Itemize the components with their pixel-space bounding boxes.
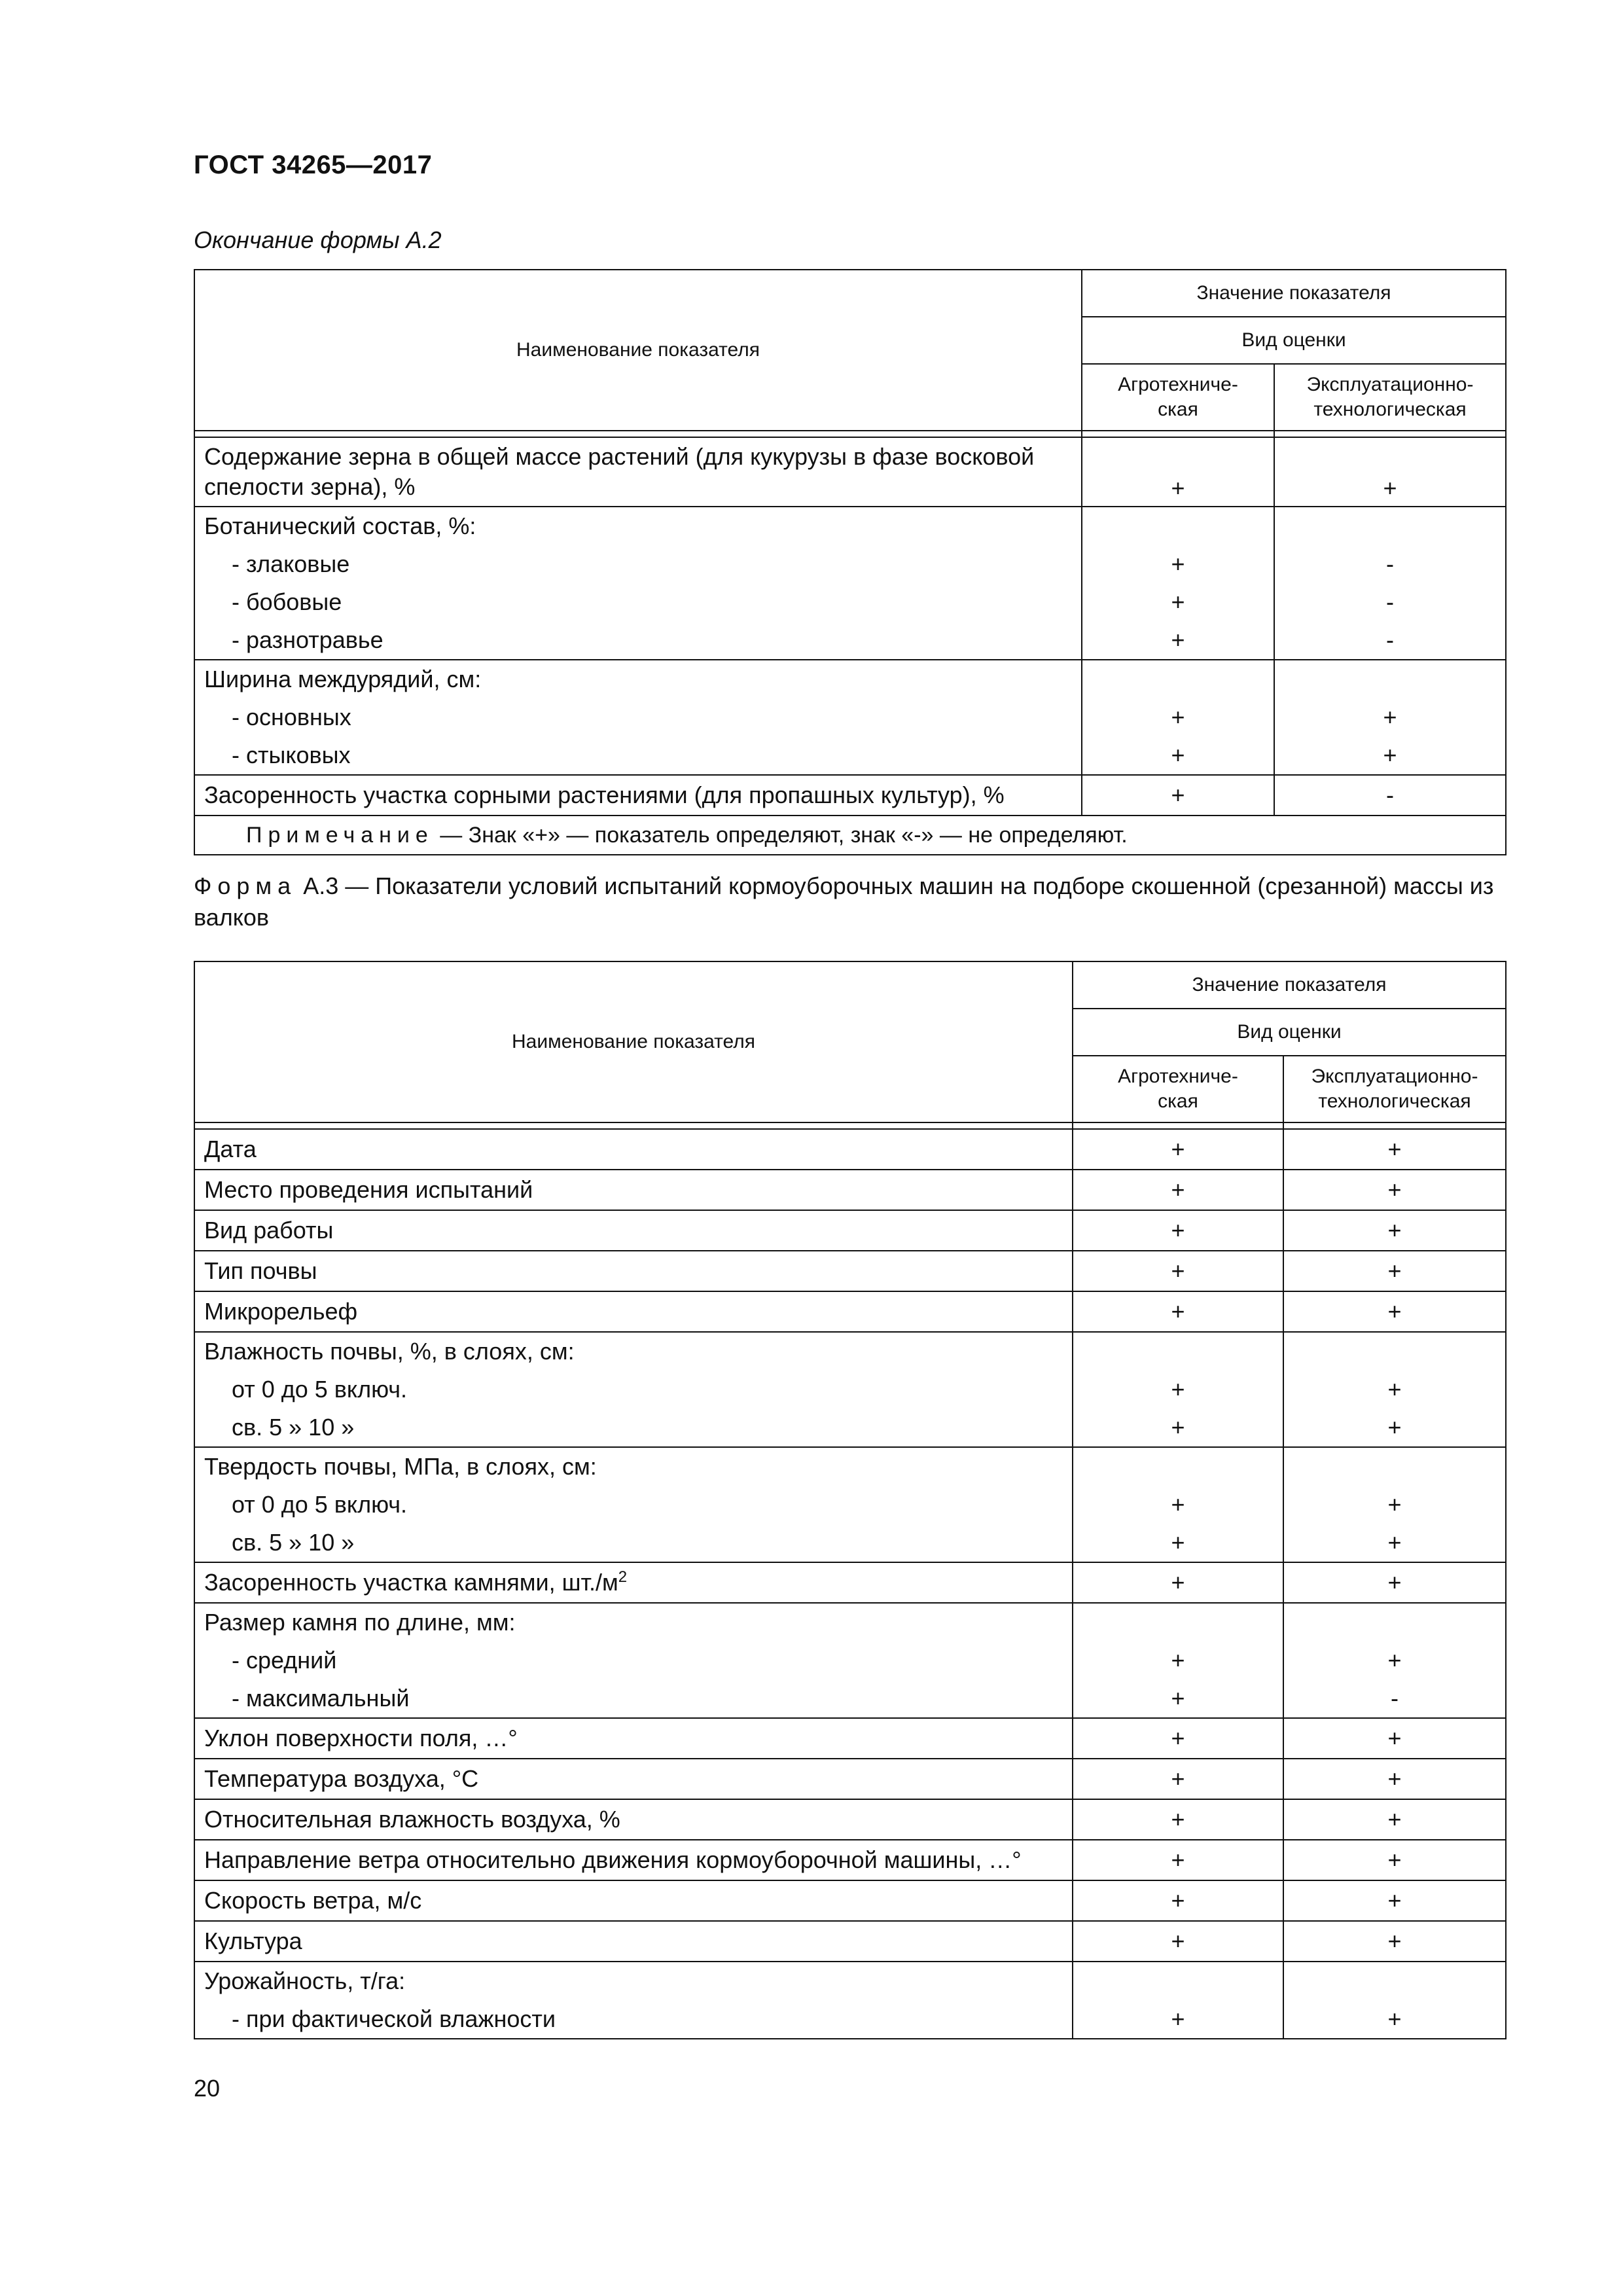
sub-indicator-name: - максимальный — [232, 1685, 410, 1712]
form-a2-caption: Окончание формы А.2 — [194, 226, 442, 253]
spacer — [1082, 507, 1274, 545]
sub-indicator-name: - злаковые — [232, 550, 350, 577]
header-name: Наименование показателя — [512, 1031, 755, 1052]
exploit-value-cell — [1283, 1129, 1506, 1170]
agrotech-value-cell — [1082, 775, 1274, 816]
sub-indicator-name: - разнотравье — [232, 626, 383, 653]
agrotech-value-cell — [1073, 1170, 1283, 1210]
exploit-value-cell — [1283, 1921, 1506, 1962]
table-row — [194, 1921, 1506, 1962]
agrotech-mark: + — [1171, 1529, 1185, 1556]
header-type-cell — [1082, 317, 1506, 364]
indicator-name-cell — [194, 1921, 1073, 1962]
page-number: 20 — [194, 2075, 221, 2102]
indicator-name-cell — [194, 437, 1082, 507]
header-col2: Эксплуатационно- технологическая — [1311, 1066, 1478, 1112]
note-cell — [194, 816, 1506, 855]
exploit-mark: + — [1387, 1806, 1402, 1833]
indicator-name: Направление ветра относительно движения кормоуборочной машины, …° — [204, 1846, 1022, 1873]
indicator-name: Относительная влажность воздуха, % — [204, 1806, 620, 1833]
exploit-mark: + — [1387, 1928, 1402, 1954]
table-row — [194, 1332, 1506, 1447]
agrotech-mark: + — [1171, 1298, 1185, 1325]
indicator-name-cell — [194, 1962, 1073, 2039]
agrotech-mark: + — [1171, 704, 1185, 730]
exploit-mark: + — [1387, 2005, 1402, 2032]
spacer — [1284, 1448, 1505, 1486]
form-a2-table — [194, 269, 1507, 855]
exploit-mark: + — [1387, 1376, 1402, 1403]
indicator-name-cell — [194, 1210, 1073, 1251]
exploit-mark: - — [1386, 626, 1394, 653]
table-row — [194, 1562, 1506, 1603]
spacer — [1082, 660, 1274, 698]
exploit-value-cell — [1283, 1291, 1506, 1332]
agrotech-value-cell — [1073, 1921, 1283, 1962]
exploit-value-cell — [1283, 1759, 1506, 1799]
agrotech-mark: + — [1171, 1685, 1185, 1712]
agrotech-value-cell — [1082, 660, 1274, 775]
exploit-mark: + — [1383, 704, 1397, 730]
table-row — [194, 1447, 1506, 1562]
header-col-agrotech — [1082, 364, 1274, 431]
agrotech-mark: + — [1171, 2005, 1185, 2032]
form-a3-table — [194, 961, 1507, 2039]
header-separator — [194, 1122, 1506, 1129]
agrotech-mark: + — [1171, 1725, 1185, 1751]
indicator-name-cell — [194, 1718, 1073, 1759]
exploit-mark: + — [1387, 1257, 1402, 1284]
indicator-name: Ботанический состав, %: — [204, 512, 476, 539]
agrotech-mark: + — [1171, 1491, 1185, 1518]
exploit-mark: + — [1387, 1765, 1402, 1792]
table-row — [194, 660, 1506, 775]
spacer — [1073, 1448, 1283, 1486]
exploit-mark: - — [1386, 588, 1394, 615]
agrotech-mark: + — [1171, 1887, 1185, 1914]
exploit-mark: + — [1387, 1529, 1402, 1556]
indicator-name-cell — [194, 1603, 1073, 1718]
sub-indicator-name: св. 5 » 10 » — [232, 1529, 355, 1556]
exploit-value-cell — [1283, 1840, 1506, 1880]
table-row — [194, 775, 1506, 816]
agrotech-value-cell — [1073, 1880, 1283, 1921]
form-a3-caption — [194, 870, 1503, 933]
exploit-value-cell — [1283, 1718, 1506, 1759]
exploit-mark: + — [1387, 1569, 1402, 1596]
exploit-mark: + — [1387, 1846, 1402, 1873]
agrotech-value-cell — [1073, 1332, 1283, 1447]
agrotech-mark: + — [1171, 1376, 1185, 1403]
spacer — [1284, 1604, 1505, 1641]
exploit-mark: - — [1386, 781, 1394, 808]
exploit-value-cell — [1283, 1332, 1506, 1447]
agrotech-mark: + — [1171, 1806, 1185, 1833]
exploit-value-cell — [1283, 1447, 1506, 1562]
agrotech-mark: + — [1171, 1569, 1185, 1596]
agrotech-mark: + — [1171, 1647, 1185, 1674]
agrotech-value-cell — [1073, 1840, 1283, 1880]
table-row — [194, 1759, 1506, 1799]
sub-indicator-name: от 0 до 5 включ. — [232, 1376, 408, 1403]
exploit-mark: + — [1387, 1298, 1402, 1325]
indicator-name: Температура воздуха, °С — [204, 1765, 479, 1792]
agrotech-value-cell — [1073, 1251, 1283, 1291]
header-name: Наименование показателя — [516, 339, 760, 361]
header-value: Значение показателя — [1196, 282, 1391, 304]
table-row — [194, 1170, 1506, 1210]
exploit-value-cell — [1283, 1962, 1506, 2039]
header-type-cell — [1073, 1009, 1506, 1056]
agrotech-mark: + — [1171, 1765, 1185, 1792]
table-row — [194, 1880, 1506, 1921]
agrotech-value-cell — [1073, 1210, 1283, 1251]
spacer — [1284, 1333, 1505, 1371]
note-text: — Знак «+» — показатель определяют, знак «-» — не определяют. — [433, 822, 1128, 848]
exploit-value-cell — [1283, 1170, 1506, 1210]
indicator-name: Размер камня по длине, мм: — [204, 1609, 516, 1636]
exploit-mark: + — [1387, 1647, 1402, 1674]
separator-cell — [1274, 431, 1506, 437]
exploit-value-cell — [1274, 775, 1506, 816]
exploit-mark: + — [1387, 1136, 1402, 1162]
agrotech-value-cell — [1073, 1799, 1283, 1840]
indicator-name-cell — [194, 660, 1082, 775]
indicator-name: Засоренность участка камнями, шт./м — [204, 1569, 618, 1596]
table-row — [194, 1251, 1506, 1291]
separator-cell — [1073, 1122, 1283, 1129]
sub-indicator-name: - при фактической влажности — [232, 2005, 556, 2032]
indicator-name-cell — [194, 1170, 1073, 1210]
agrotech-mark: + — [1171, 1257, 1185, 1284]
exploit-mark: + — [1387, 1414, 1402, 1441]
header-separator — [194, 431, 1506, 437]
header-col-exploit — [1283, 1056, 1506, 1122]
sub-indicator-name: от 0 до 5 включ. — [232, 1491, 408, 1518]
table-row — [194, 1210, 1506, 1251]
indicator-name: Твердость почвы, МПа, в слоях, см: — [204, 1453, 597, 1480]
form-a3-caption-label: Форма — [194, 872, 297, 899]
agrotech-value-cell — [1082, 507, 1274, 660]
indicator-name-cell — [194, 1447, 1073, 1562]
table-row — [194, 1129, 1506, 1170]
agrotech-value-cell — [1073, 1759, 1283, 1799]
agrotech-value-cell — [1073, 1129, 1283, 1170]
indicator-name: Урожайность, т/га: — [204, 1967, 406, 1994]
separator-cell — [1082, 431, 1274, 437]
exploit-mark: + — [1387, 1176, 1402, 1203]
spacer — [1275, 660, 1505, 698]
sub-indicator-name: св. 5 » 10 » — [232, 1414, 355, 1441]
header-value-cell — [1073, 961, 1506, 1009]
exploit-mark: + — [1383, 475, 1397, 501]
agrotech-mark: + — [1171, 550, 1185, 577]
separator-cell — [194, 1122, 1073, 1129]
indicator-name: Тип почвы — [204, 1257, 317, 1284]
exploit-value-cell — [1283, 1603, 1506, 1718]
exploit-mark: - — [1386, 550, 1394, 577]
exploit-mark: + — [1387, 1491, 1402, 1518]
spacer — [1284, 1962, 1505, 2000]
indicator-name: Содержание зерна в общей массе растений (для кукурузы в фазе восковой спелости зерна), % — [204, 443, 1035, 500]
agrotech-value-cell — [1073, 1718, 1283, 1759]
header-type: Вид оценки — [1237, 1021, 1342, 1043]
indicator-name: Ширина междурядий, см: — [204, 666, 482, 692]
agrotech-mark: + — [1171, 1928, 1185, 1954]
header-row — [194, 270, 1506, 317]
indicator-name-cell — [194, 1291, 1073, 1332]
exploit-mark: - — [1391, 1685, 1399, 1712]
indicator-name: Микрорельеф — [204, 1298, 358, 1325]
indicator-name: Место проведения испытаний — [204, 1176, 533, 1203]
indicator-name: Скорость ветра, м/с — [204, 1887, 422, 1914]
agrotech-value-cell — [1073, 1291, 1283, 1332]
agrotech-mark: + — [1171, 1136, 1185, 1162]
table-row — [194, 1962, 1506, 2039]
exploit-value-cell — [1274, 437, 1506, 507]
indicator-name-cell — [194, 1759, 1073, 1799]
sub-indicator-name: - средний — [232, 1647, 337, 1674]
agrotech-mark: + — [1171, 1414, 1185, 1441]
indicator-name-cell — [194, 1129, 1073, 1170]
table-row — [194, 1718, 1506, 1759]
header-value: Значение показателя — [1192, 974, 1387, 996]
agrotech-value-cell — [1082, 437, 1274, 507]
note-row — [194, 816, 1506, 855]
header-name-cell — [194, 961, 1073, 1122]
agrotech-mark: + — [1171, 475, 1185, 501]
indicator-name: Дата — [204, 1136, 257, 1162]
header-col-agrotech — [1073, 1056, 1283, 1122]
table-row — [194, 507, 1506, 660]
exploit-mark: + — [1387, 1887, 1402, 1914]
indicator-name-cell — [194, 507, 1082, 660]
exploit-value-cell — [1283, 1880, 1506, 1921]
indicator-name: Уклон поверхности поля, …° — [204, 1725, 518, 1751]
table-row — [194, 1840, 1506, 1880]
unit-superscript: 2 — [618, 1568, 628, 1586]
indicator-name-cell — [194, 1332, 1073, 1447]
exploit-value-cell — [1283, 1562, 1506, 1603]
exploit-value-cell — [1274, 660, 1506, 775]
spacer — [1275, 507, 1505, 545]
header-col-exploit — [1274, 364, 1506, 431]
indicator-name: Вид работы — [204, 1217, 334, 1244]
separator-cell — [1283, 1122, 1506, 1129]
header-name-cell — [194, 270, 1082, 431]
exploit-value-cell — [1274, 507, 1506, 660]
agrotech-mark: + — [1171, 626, 1185, 653]
header-col1: Агротехниче- ская — [1118, 374, 1238, 420]
spacer — [1073, 1962, 1283, 2000]
header-value-cell — [1082, 270, 1506, 317]
indicator-name-cell — [194, 1880, 1073, 1921]
agrotech-mark: + — [1171, 781, 1185, 808]
agrotech-mark: + — [1171, 1217, 1185, 1244]
document-title: ГОСТ 34265—2017 — [194, 151, 433, 179]
agrotech-mark: + — [1171, 1846, 1185, 1873]
separator-cell — [194, 431, 1082, 437]
agrotech-value-cell — [1073, 1562, 1283, 1603]
exploit-mark: + — [1387, 1725, 1402, 1751]
exploit-value-cell — [1283, 1799, 1506, 1840]
table-row — [194, 1291, 1506, 1332]
agrotech-mark: + — [1171, 742, 1185, 768]
agrotech-mark: + — [1171, 588, 1185, 615]
agrotech-mark: + — [1171, 1176, 1185, 1203]
indicator-name-cell — [194, 1799, 1073, 1840]
agrotech-value-cell — [1073, 1603, 1283, 1718]
indicator-name-cell — [194, 1840, 1073, 1880]
table-row — [194, 1603, 1506, 1718]
indicator-name-cell — [194, 775, 1082, 816]
header-col2: Эксплуатационно- технологическая — [1306, 374, 1474, 420]
spacer — [1073, 1333, 1283, 1371]
indicator-name-cell — [194, 1251, 1073, 1291]
table-row — [194, 1799, 1506, 1840]
table-row — [194, 437, 1506, 507]
header-row — [194, 961, 1506, 1009]
spacer — [1073, 1604, 1283, 1641]
sub-indicator-name: - стыковых — [232, 742, 351, 768]
note-label: Примечание — [246, 822, 434, 848]
agrotech-value-cell — [1073, 1447, 1283, 1562]
exploit-value-cell — [1283, 1251, 1506, 1291]
exploit-mark: + — [1383, 742, 1397, 768]
exploit-mark: + — [1387, 1217, 1402, 1244]
sub-indicator-name: - бобовые — [232, 588, 342, 615]
sub-indicator-name: - основных — [232, 704, 351, 730]
indicator-name: Культура — [204, 1928, 302, 1954]
agrotech-value-cell — [1073, 1962, 1283, 2039]
indicator-name-cell — [194, 1562, 1073, 1603]
indicator-name: Засоренность участка сорными растениями (для пропашных культур), % — [204, 781, 1005, 808]
indicator-name: Влажность почвы, %, в слоях, см: — [204, 1338, 575, 1365]
exploit-value-cell — [1283, 1210, 1506, 1251]
form-a3-caption-text: А.3 — Показатели условий испытаний кормоуборочных машин на подборе скошенной (срезанной) массы из валков — [194, 872, 1494, 931]
header-type: Вид оценки — [1241, 329, 1346, 351]
header-col1: Агротехниче- ская — [1118, 1066, 1238, 1112]
